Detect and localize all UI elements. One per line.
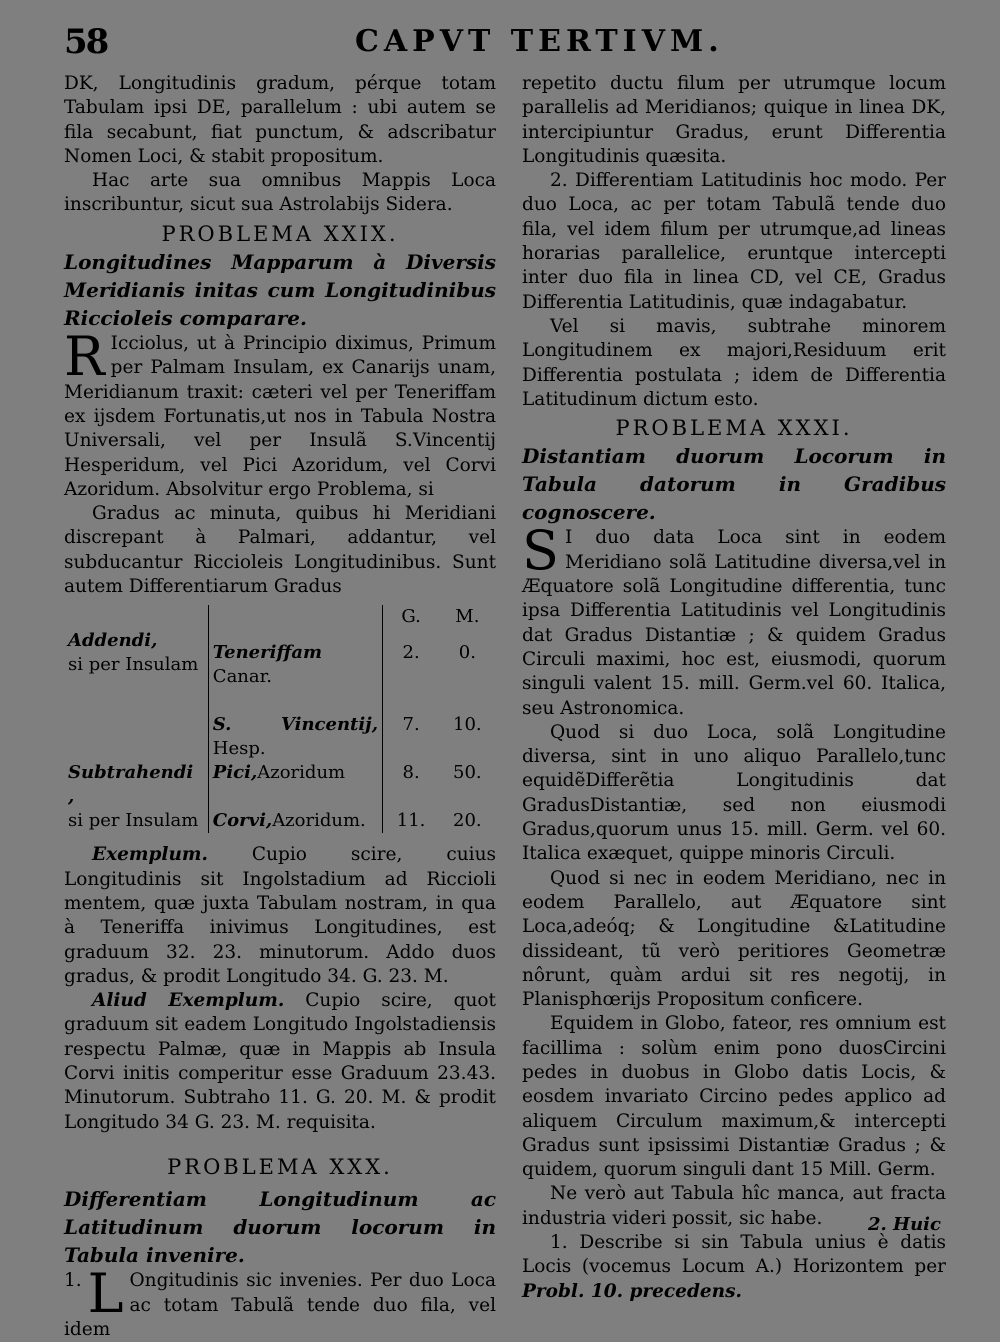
paragraph: Quod si duo Loca, solã Longitudine diversa, sint in uno aliquo Parallelo,tunc equidẽDifferẽtia Longitudinis dat GradusDistantiæ, sed non eiusmodi Gradus,quorum unus 15. mill. Germ. vel 60. Italica exæquet, quippe minoris Circuli.	[522, 721, 946, 865]
paragraph: R Icciolus, ut à Principio diximus, Primum per Palmam Insulam, ex Canarijs unam, Meridianum traxit: cæteri vel per Teneriffam ex ijsdem Fortunatis,ut nos in Tabula Nostra Universali, vel per Insulã S.Vincentij Hesperidum, vel Pici Azoridum, vel Corvi Azoridum. Absolvitur ergo Problema, si	[64, 325, 496, 500]
problem-heading-29: PROBLEMA XXIX.	[161, 221, 399, 246]
table-row: Subtrahendi , Pici,Azoridum 8. 50.	[68, 762, 482, 808]
example-paragraph: Exemplum. Cupio scire, cuius Longitudinis sit Ingolstadium ad Riccioli mentem, quæ juxta Tabulam nostram, in qua à Teneriffa inivimus Longitudines, est graduum 32. 23. minutorum. Addo duos gradus, & prodit Longitudo 34. G. 23. M.	[64, 844, 496, 987]
table-row: Addendi, si per Insulam Teneriffam Canar. 2. 0.	[68, 630, 476, 688]
paragraph: Vel si mavis, subtrahe minorem Longitudinem ex majori,Residuum erit Differentia postulata ; idem de Differentia Latitudinum dictum esto.	[522, 315, 946, 410]
paragraph: Equidem in Globo, fateor, res omnium est facillima : solùm enim pono duosCircini pedes in duobus in Globo datis Locis, & eosdem invariato Circino pedes applico ad aliquem Circulum maximum,& intercepti Gradus sunt ipsissimi Distantiæ Gradus ; & quidem, quorum singuli dant 15 Mill. Germ.	[522, 1013, 946, 1181]
paragraph: Ne verò aut Tabula hîc manca, aut fracta industria videri possit, sic habe.	[522, 1183, 946, 1229]
paragraph: Quod si nec in eodem Meridiano, nec in eodem Parallelo, aut Æquatore sint Loca,adeóq; & Longitudine &Latitudine dissideant, tũ verò peritiores Geometræ nôrunt, quàm ardui sit res negotij, in Planisphœrijs Propositum conficere.	[522, 867, 946, 1011]
example-paragraph: Aliud Exemplum. Cupio scire, quot graduum sit eadem Longitudo Ingolstadiensis respectu Palmæ, quæ in Mappis ab Insula Corvi initis comperitur esse Graduum 23.43. Minutorum. Subtraho 11. G. 20. M. & prodit Longitudo 34 G. 23. M. requisita.	[64, 990, 496, 1133]
paragraph: 1. L Ongitudinis sic invenies. Per duo Loca ac totam Tabulã tende duo fila, vel idem	[64, 1262, 496, 1340]
table-header-g: G.	[401, 606, 421, 628]
problem-heading-31: PROBLEMA XXXI.	[615, 416, 853, 441]
problem-title-31: Distantiam duorum Locorum in Tabula datorum in Gradibus cognoscere.	[522, 444, 946, 525]
paragraph: repetito ductu filum per utrumque locum parallelis ad Meridianos; quique in linea DK, intercipiuntur Gradus, erunt Differentia Longitudinis quæsita.	[522, 73, 946, 167]
problem-heading-30: PROBLEMA XXX.	[167, 1154, 393, 1179]
drop-cap: R	[64, 325, 105, 389]
paragraph: S I duo data Loca sint in eodem Meridiano solã Latitudine diversa,vel in Æquatore solã Longitudine differentia, tunc ipsa Differentia Latitudinis vel Longitudinis dat Gradus Distantiæ ; & quidem Gradus Circuli maximi, hoc est, eiusmodi, quorum singuli valent 15. mill. Germ.vel 60. Italica, seu Astronomica.	[522, 519, 946, 719]
running-title: CAPVT TERTIVM.	[355, 24, 724, 59]
paragraph: 1. Describe si sin Tabula unius è datis Locis (vocemus Locum A.) Horizontem per Probl. 10. precedens.	[522, 1232, 946, 1302]
paragraph: 2. Differentiam Latitudinis hoc modo. Per duo Loca, ac per totam Tabulã tende duo fila, vel idem filum per utrumque,ad lineas horarias parallelice, eruntque intercepti inter duo fila in linea CD, vel CE, Gradus Differentia Latitudinis, quæ indagabatur.	[522, 170, 946, 313]
problem-title-30: Differentiam Longitudinum ac Latitudinum duorum locorum in Tabula invenire.	[64, 1187, 496, 1268]
right-column	[522, 72, 946, 1304]
drop-cap: L	[87, 1262, 124, 1326]
table-row: S. Vincentij, Hesp. 7. 10.	[64, 713, 496, 761]
table-header-m: M.	[455, 606, 480, 628]
table-row: si per Insulam Corvi,Azoridum. 11. 20.	[68, 810, 482, 832]
drop-cap: S	[522, 519, 559, 583]
problem-title-29: Longitudines Mapparum à Diversis Meridianis initas cum Longitudinibus Riccioleis comparare.	[64, 250, 496, 331]
page-number: 58	[64, 22, 108, 62]
paragraph: DK, Longitudinis gradum, pérque totam Tabulam ipsi DE, parallelum : ubi autem se fila secabunt, fiat punctum, & adscribatur Nomen Loci, & stabit propositum.	[64, 73, 496, 167]
paragraph: Gradus ac minuta, quibus hi Meridiani discrepant à Palmari, addantur, vel subducantur Riccioleis Longitudinibus. Sunt autem Differentiarum Gradus	[64, 503, 496, 598]
paragraph: Hac arte sua omnibus Mappis Loca inscribuntur, sicut sua Astrolabijs Sidera.	[64, 170, 496, 216]
catchword: 2. Huic	[868, 1214, 941, 1235]
left-column	[64, 72, 496, 1342]
differences-table	[64, 605, 496, 833]
